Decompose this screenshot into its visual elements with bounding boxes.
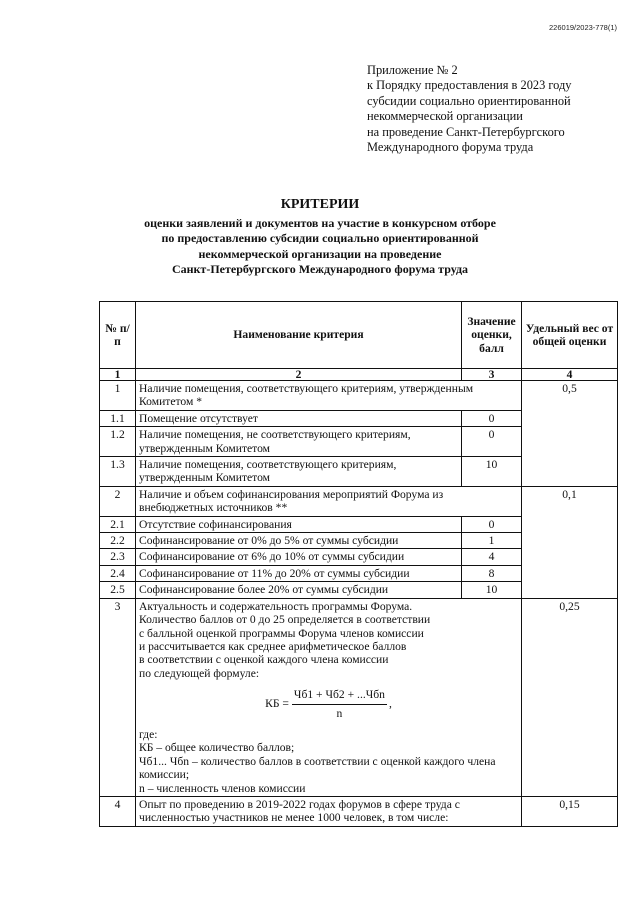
row-num: 2.3 bbox=[100, 549, 136, 565]
appendix-header bbox=[367, 63, 572, 155]
row-name: Наличие помещения, не соответствующего критериям, утвержденным Комитетом bbox=[136, 427, 462, 457]
formula-legend-line: Чб1... Чбn – количество баллов в соответствии с оценкой каждого члена комиссии; bbox=[139, 754, 496, 782]
formula-legend-line: n – численность членов комиссии bbox=[139, 781, 306, 795]
criterion-text-line: в соответствии с оценкой каждого члена комиссии bbox=[139, 653, 389, 667]
row-value: 10 bbox=[462, 457, 522, 487]
row-value: 0 bbox=[462, 427, 522, 457]
table-row bbox=[100, 381, 618, 411]
header-weight: Удельный вес от общей оценки bbox=[522, 302, 618, 369]
row-num: 1.2 bbox=[100, 427, 136, 457]
row-weight: 0,5 bbox=[522, 381, 618, 487]
col-number: 4 bbox=[522, 369, 618, 381]
appendix-line: к Порядку предоставления в 2023 году bbox=[367, 78, 572, 93]
formula-fraction bbox=[292, 688, 387, 720]
appendix-line: на проведение Санкт-Петербургского bbox=[367, 124, 565, 139]
title-sub-line: Санкт-Петербургского Международного форума труда bbox=[171, 262, 469, 277]
row-num: 2.2 bbox=[100, 533, 136, 549]
criterion-text-line: по следующей формуле: bbox=[139, 666, 260, 680]
row-num: 1.1 bbox=[100, 410, 136, 426]
formula-lhs: КБ = bbox=[265, 697, 289, 711]
header-num: № п/п bbox=[100, 302, 136, 369]
title-main: КРИТЕРИИ bbox=[280, 197, 360, 212]
row-value: 4 bbox=[462, 549, 522, 565]
criteria-table bbox=[99, 301, 618, 827]
row-name: Наличие помещения, соответствующего критериям, утвержденным Комитетом bbox=[136, 457, 462, 487]
row-value: 0 bbox=[462, 410, 522, 426]
row-name bbox=[136, 598, 522, 796]
row-num: 1 bbox=[100, 381, 136, 411]
row-weight: 0,1 bbox=[522, 486, 618, 598]
row-weight: 0,25 bbox=[522, 598, 618, 796]
formula-denominator: n bbox=[336, 706, 343, 720]
row-weight: 0,15 bbox=[522, 796, 618, 826]
row-name: Наличие помещения, соответствующего критериям, утвержденным Комитетом * bbox=[136, 381, 522, 411]
criterion-text-line: Количество баллов от 0 до 25 определяется в соответствии bbox=[139, 613, 431, 627]
formula-legend-line: КБ – общее количество баллов; bbox=[139, 741, 295, 755]
col-number: 2 bbox=[136, 369, 462, 381]
row-name: Опыт по проведению в 2019-2022 годах форумов в сфере труда с численностью участников не менее 1000 человек, в том числе: bbox=[136, 796, 522, 826]
document-id: 226019/2023-778(1) bbox=[549, 23, 617, 32]
criterion-text-line: с балльной оценкой программы Форума членов комиссии bbox=[139, 626, 424, 640]
criterion-text-line: и рассчитывается как среднее арифметическое баллов bbox=[139, 639, 407, 653]
row-num: 2.5 bbox=[100, 582, 136, 598]
col-number: 3 bbox=[462, 369, 522, 381]
row-name: Наличие и объем софинансирования мероприятий Форума из внебюджетных источников ** bbox=[136, 486, 522, 516]
row-name: Софинансирование от 11% до 20% от суммы субсидии bbox=[136, 565, 462, 581]
appendix-line: Международного форума труда bbox=[367, 140, 534, 155]
formula-numerator: Чб1 + Чб2 + ...Чбn bbox=[292, 688, 387, 704]
row-value: 8 bbox=[462, 565, 522, 581]
appendix-line: Приложение № 2 bbox=[367, 63, 458, 77]
score-formula bbox=[139, 688, 518, 720]
appendix-line: некоммерческой организации bbox=[367, 109, 523, 124]
row-num: 2 bbox=[100, 486, 136, 516]
row-value: 1 bbox=[462, 533, 522, 549]
row-name: Софинансирование от 0% до 5% от суммы субсидии bbox=[136, 533, 462, 549]
title-sub-line: оценки заявлений и документов на участие в конкурсном отборе bbox=[144, 216, 496, 230]
table-row bbox=[100, 598, 618, 796]
header-name: Наименование критерия bbox=[136, 302, 462, 369]
row-num: 3 bbox=[100, 598, 136, 796]
header-value: Значение оценки, балл bbox=[462, 302, 522, 369]
title-sub-line: по предоставлению субсидии социально ориентированной bbox=[161, 231, 479, 246]
row-name: Отсутствие софинансирования bbox=[136, 516, 462, 532]
row-num: 4 bbox=[100, 796, 136, 826]
title-sub-line: некоммерческой организации на проведение bbox=[198, 246, 442, 261]
col-number: 1 bbox=[100, 369, 136, 381]
criterion-text-line: Актуальность и содержательность программы Форума. bbox=[139, 599, 413, 613]
row-value: 10 bbox=[462, 582, 522, 598]
appendix-line: субсидии социально ориентированной bbox=[367, 93, 571, 108]
document-title bbox=[0, 197, 640, 278]
row-name: Софинансирование от 6% до 10% от суммы субсидии bbox=[136, 549, 462, 565]
row-num: 1.3 bbox=[100, 457, 136, 487]
row-num: 2.4 bbox=[100, 565, 136, 581]
table-row bbox=[100, 796, 618, 826]
row-num: 2.1 bbox=[100, 516, 136, 532]
formula-legend-line: где: bbox=[139, 727, 158, 741]
row-value: 0 bbox=[462, 516, 522, 532]
table-row bbox=[100, 486, 618, 516]
row-name: Софинансирование более 20% от суммы субсидии bbox=[136, 582, 462, 598]
row-name: Помещение отсутствует bbox=[136, 410, 462, 426]
formula-tail: , bbox=[388, 697, 392, 711]
